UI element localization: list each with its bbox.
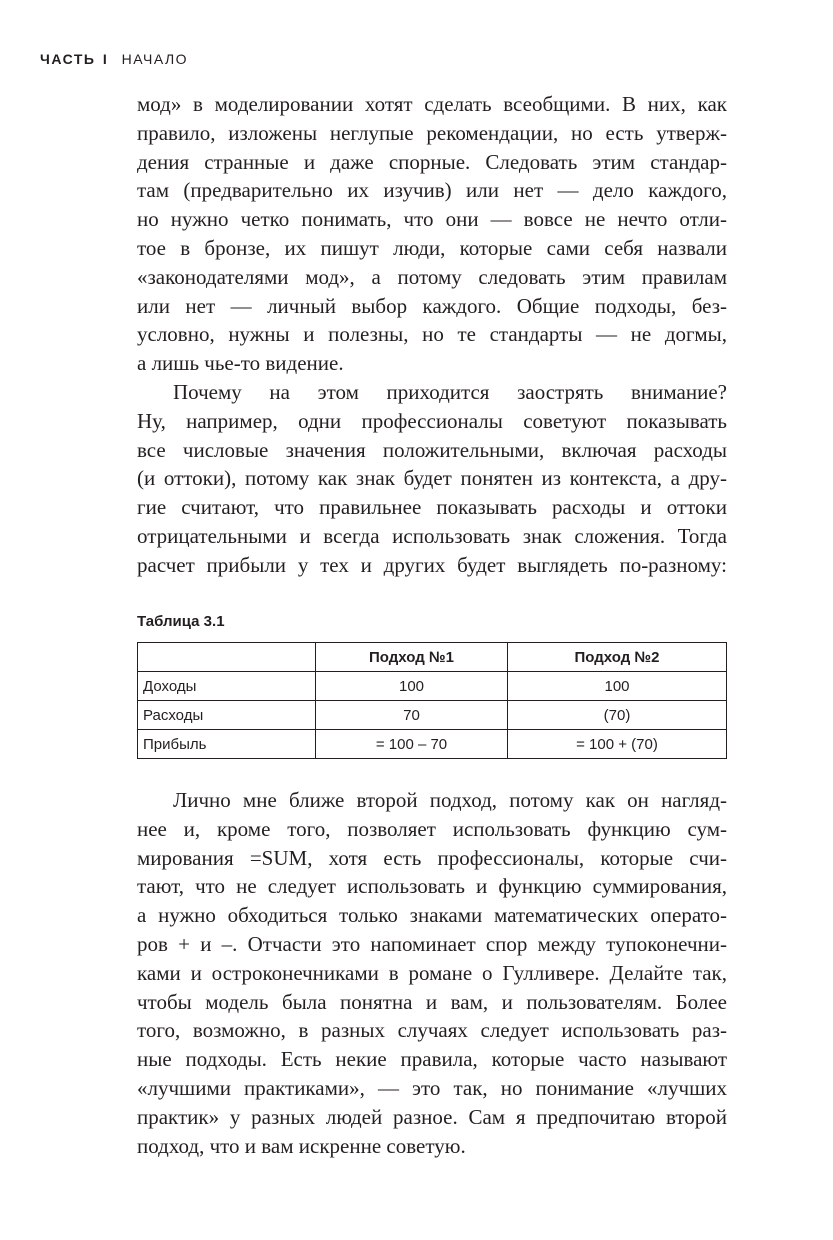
table-cell: Доходы <box>138 672 316 701</box>
table-cell: = 100 + (70) <box>508 730 727 759</box>
text-line: а лишь чье-то видение. <box>137 351 344 376</box>
table-cell: 100 <box>316 672 508 701</box>
text-line: но нужно четко понимать, что они — вовсе не нечто отли- <box>137 207 727 232</box>
text-line: тают, что не следует использовать и функцию суммирования, <box>137 874 727 899</box>
table-header-row <box>138 643 727 672</box>
text-line: расчет прибыли у тех и других будет выглядеть по-разному: <box>137 552 727 577</box>
text-line: ров + и –. Отчасти это напоминает спор между тупоконечни- <box>137 931 727 956</box>
table-row <box>138 701 727 730</box>
text-line: подход, что и вам искренне советую. <box>137 1133 466 1158</box>
part-number: I <box>102 51 109 67</box>
table-cell: Расходы <box>138 701 316 730</box>
text-line: Лично мне ближе второй подход, потому как он нагляд- <box>173 788 727 812</box>
text-line: условно, нужны и полезны, но те стандарты — не догмы, <box>137 322 727 347</box>
running-head <box>40 51 188 67</box>
text-line: отрицательными и всегда использовать знак сложения. Тогда <box>137 523 727 548</box>
text-line: там (предварительно их изучив) или нет — дело каждого, <box>137 178 727 203</box>
text-line: Ну, например, одни профессионалы советуют показывать <box>137 408 727 433</box>
table-header: Подход №1 <box>316 643 508 672</box>
text-line: того, возможно, в разных случаях следует использовать раз- <box>137 1018 727 1043</box>
part-label: ЧАСТЬ <box>40 51 96 67</box>
body-text <box>137 786 727 1160</box>
text-line: или нет — личный выбор каждого. Общие подходы, без- <box>137 293 727 318</box>
text-line: (и оттоки), потому как знак будет понятен из контекста, а дру- <box>137 466 727 491</box>
comparison-table <box>137 642 727 759</box>
text-line: а нужно обходиться только знаками математических операто- <box>137 903 727 928</box>
text-line: гие считают, что правильнее показывать расходы и оттоки <box>137 495 727 520</box>
text-line: практик» у разных людей разное. Сам я предпочитаю второй <box>137 1104 727 1129</box>
text-line: «законодателями мод», а потому следовать этим правилам <box>137 264 727 289</box>
chapter-title: НАЧАЛО <box>121 51 189 67</box>
text-line: дения странные и даже спорные. Следовать этим стандар- <box>137 149 727 174</box>
text-line: мирования =SUM, хотя есть профессионалы, которые счи- <box>137 845 727 870</box>
table-header <box>138 643 316 672</box>
text-line: Почему на этом приходится заострять внимание? <box>173 379 727 404</box>
text-line: мод» в моделировании хотят сделать всеобщими. В них, как <box>137 92 727 116</box>
text-line: нее и, кроме того, позволяет использовать функцию сум- <box>137 816 727 841</box>
text-line: ные подходы. Есть некие правила, которые часто называют <box>137 1047 727 1072</box>
table-header: Подход №2 <box>508 643 727 672</box>
text-line: ками и остроконечниками в романе о Гулливере. Делайте так, <box>137 960 727 985</box>
table-cell: 70 <box>316 701 508 730</box>
table-cell: = 100 – 70 <box>316 730 508 759</box>
text-line: все числовые значения положительными, включая расходы <box>137 437 727 462</box>
table-title: Таблица 3.1 <box>137 613 225 630</box>
table-cell: (70) <box>508 701 727 730</box>
table-cell: 100 <box>508 672 727 701</box>
text-line: тое в бронзе, их пишут люди, которые сами себя назвали <box>137 235 727 260</box>
text-line: чтобы модель была понятна и вам, и пользователям. Более <box>137 989 727 1014</box>
text-line: «лучшими практиками», — это так, но понимание «лучших <box>137 1075 727 1100</box>
table-cell: Прибыль <box>138 730 316 759</box>
table-row <box>138 672 727 701</box>
table-row <box>138 730 727 759</box>
body-text <box>137 90 727 580</box>
text-line: правило, изложены неглупые рекомендации, но есть утверж- <box>137 120 727 145</box>
